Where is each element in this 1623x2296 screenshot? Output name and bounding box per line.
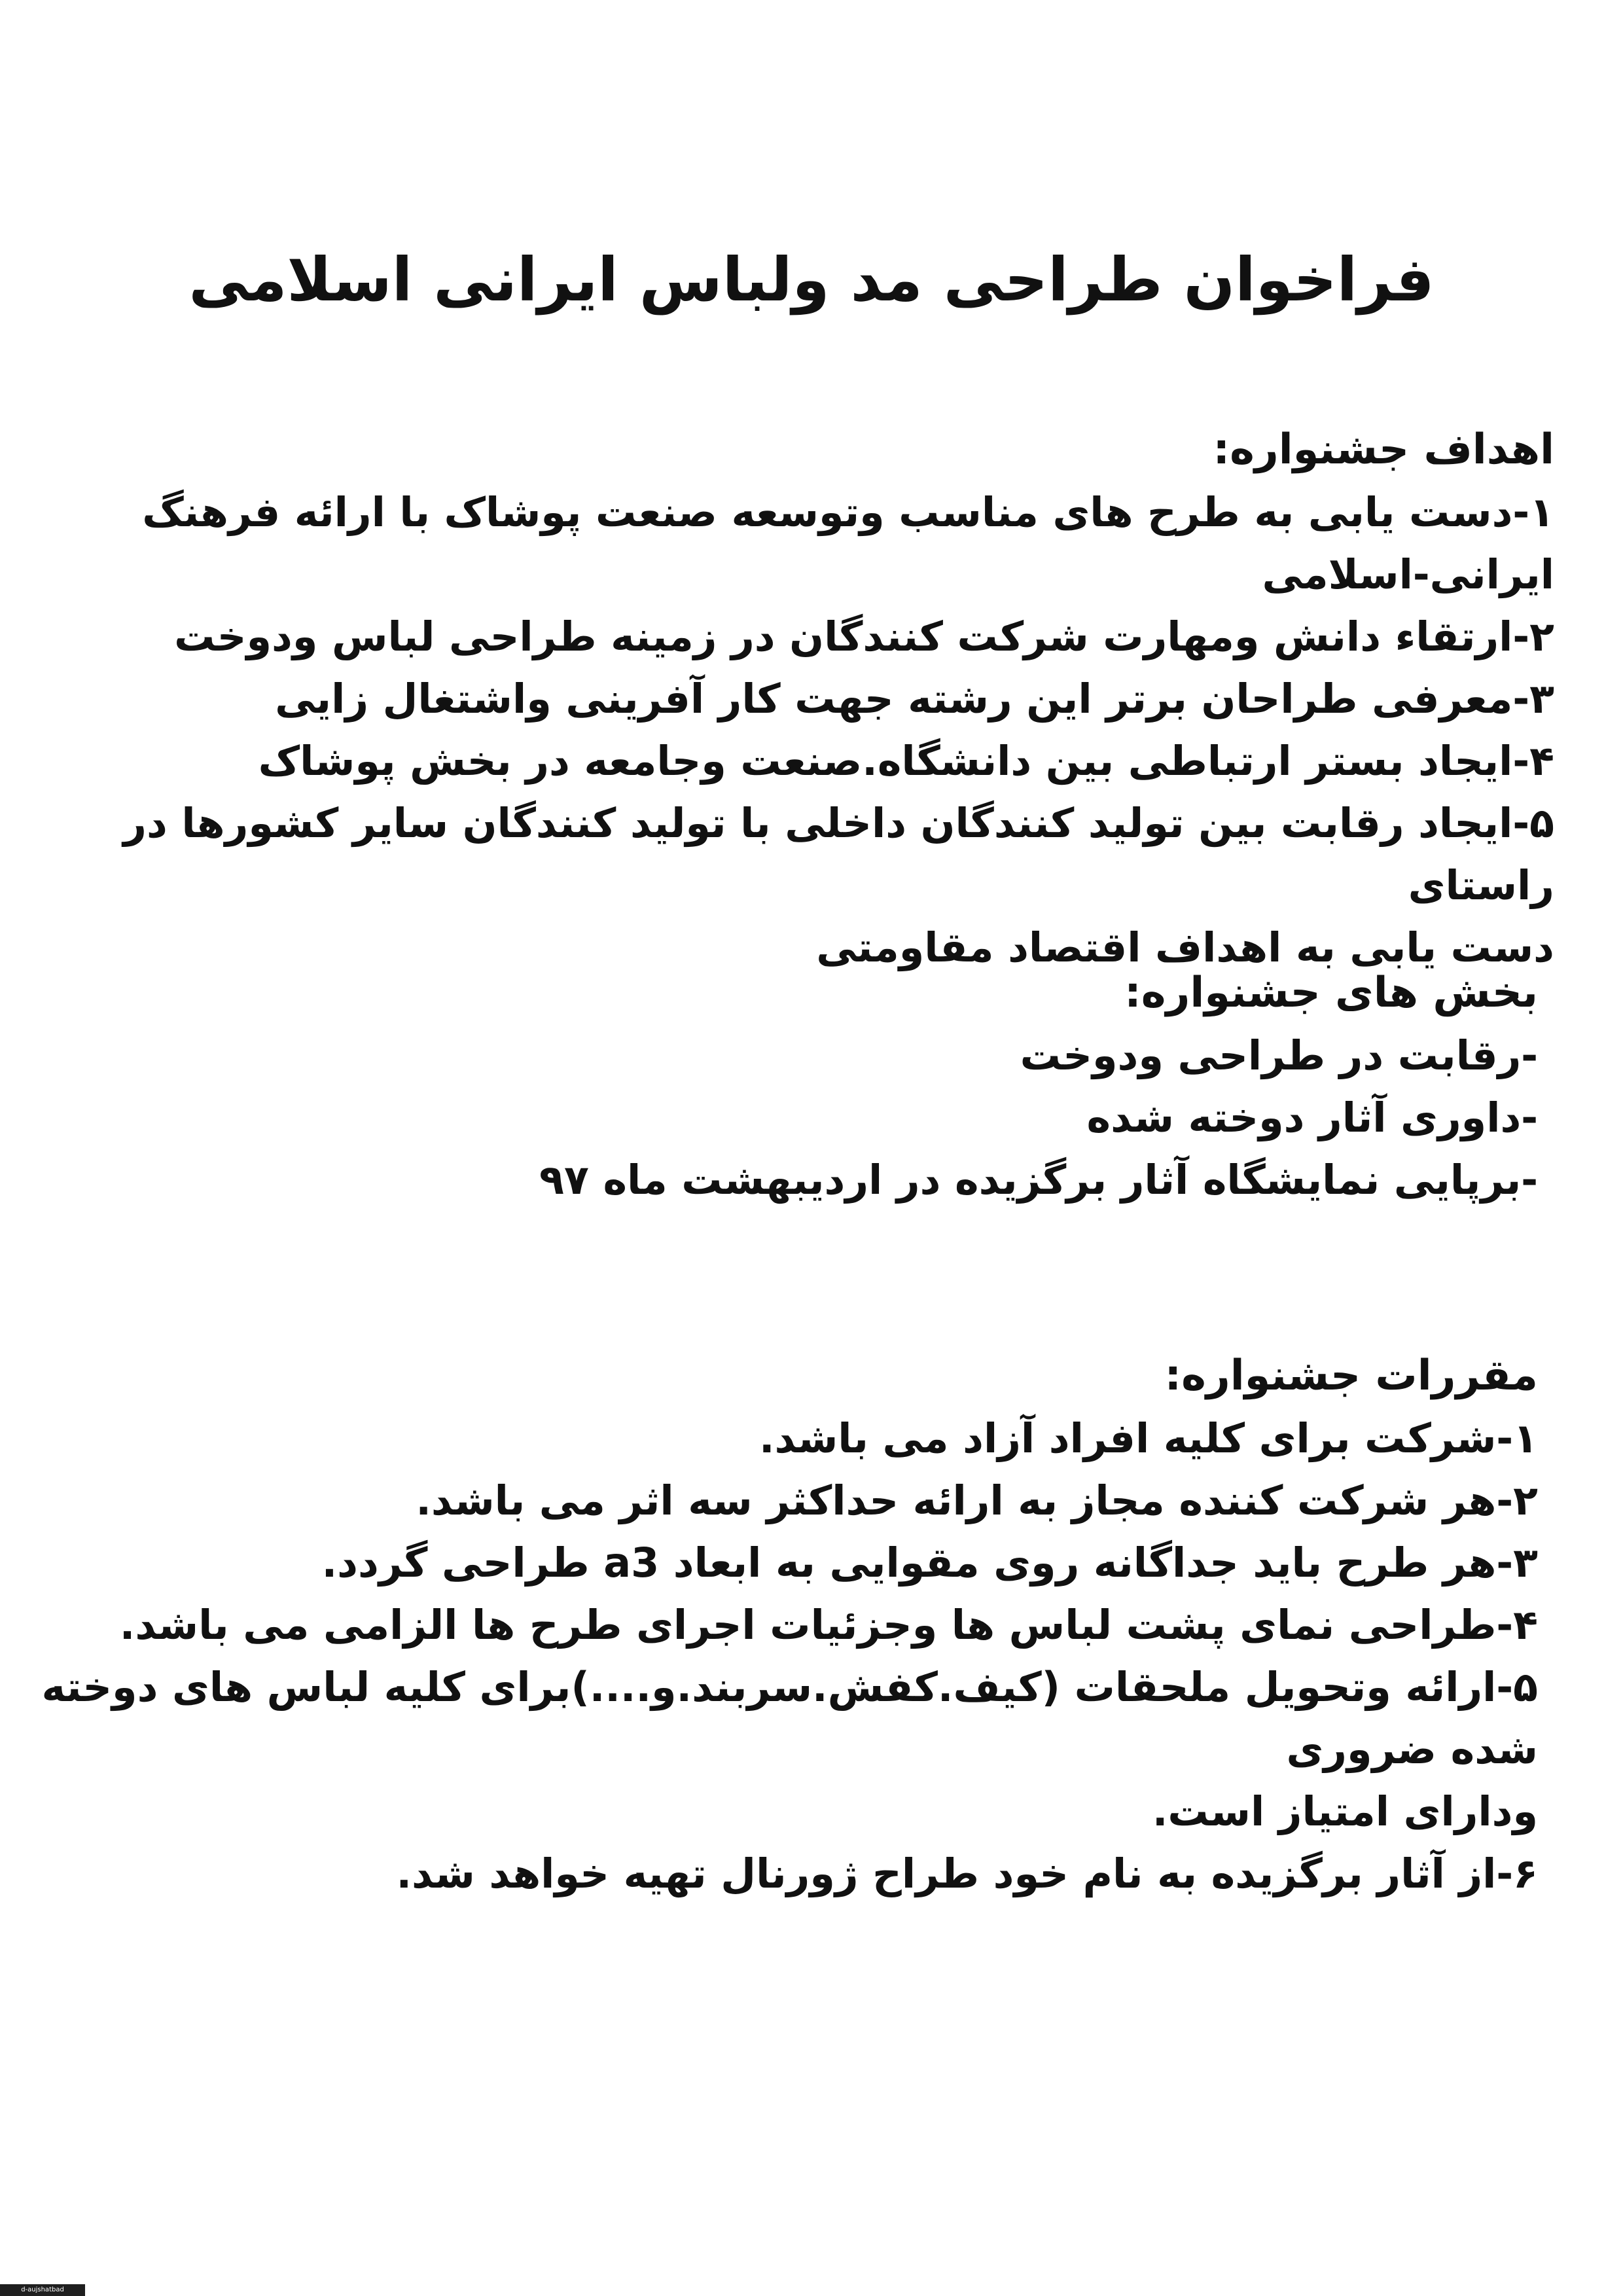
section-line-3: -برپایی نمایشگاه آثار برگزیده در اردیبهشت ماه ۹۷	[539, 1156, 1538, 1204]
goal-line-2: ۲-ارتقاء دانش ومهارت شرکت کنندگان در زمینه طراحی لباس ودوخت	[174, 613, 1554, 660]
rules-section	[33, 1345, 1538, 1905]
rule-line-5: ۵-ارائه وتحویل ملحقات (کیف.کفش.سربند.و....)برای کلیه لباس های دوخته شده ضروری	[41, 1663, 1538, 1773]
goal-line-6: دست یابی به اهداف اقتصاد مقاومتی	[816, 924, 1554, 971]
watermark-badge: d-aujshatbad	[0, 2284, 85, 2296]
goal-line-4: ۴-ایجاد بستر ارتباطی بین دانشگاه.صنعت وجامعه در بخش پوشاک	[258, 737, 1554, 785]
page-title: فراخوان طراحی مد ولباس ایرانی اسلامی	[188, 245, 1435, 315]
rule-line-7: ۶-از آثار برگزیده به نام خود طراح ژورنال تهیه خواهد شد.	[396, 1850, 1538, 1897]
goal-line-3: ۳-معرفی طراحان برتر این رشته جهت کار آفرینی واشتغال زایی	[275, 675, 1554, 723]
rule-line-4: ۴-طراحی نمای پشت لباس ها وجزئیات اجرای طرح ها الزامی می باشد.	[119, 1601, 1538, 1649]
section-line-2: -داوری آثار دوخته شده	[1086, 1094, 1538, 1141]
goal-line-5: ۵-ایجاد رقابت بین تولید کنندگان داخلی با تولید کنندگان سایر کشورها در راستای	[123, 799, 1554, 909]
rules-heading: مقررات جشنواره:	[1164, 1352, 1538, 1400]
section-line-1: -رقابت در طراحی ودوخت	[1020, 1031, 1538, 1079]
rule-line-1: ۱-شرکت برای کلیه افراد آزاد می باشد.	[758, 1414, 1538, 1462]
rule-line-3: ۳-هر طرح باید جداگانه روی مقوایی به ابعاد a3 طراحی گردد.	[321, 1539, 1538, 1587]
goals-section	[56, 419, 1554, 978]
rule-line-6: ودارای امتیاز است.	[1152, 1787, 1538, 1835]
sections-heading: بخش های جشنواره:	[1124, 969, 1538, 1017]
goal-line-1: ۱-دست یابی به طرح های مناسب وتوسعه صنعت پوشاک با ارائه فرهنگ ایرانی-اسلامی	[142, 488, 1554, 598]
festival-sections	[229, 962, 1538, 1211]
rule-line-2: ۲-هر شرکت کننده مجاز به ارائه حداکثر سه اثر می باشد.	[416, 1477, 1538, 1524]
goals-heading: اهداف جشنواره:	[1213, 425, 1554, 474]
